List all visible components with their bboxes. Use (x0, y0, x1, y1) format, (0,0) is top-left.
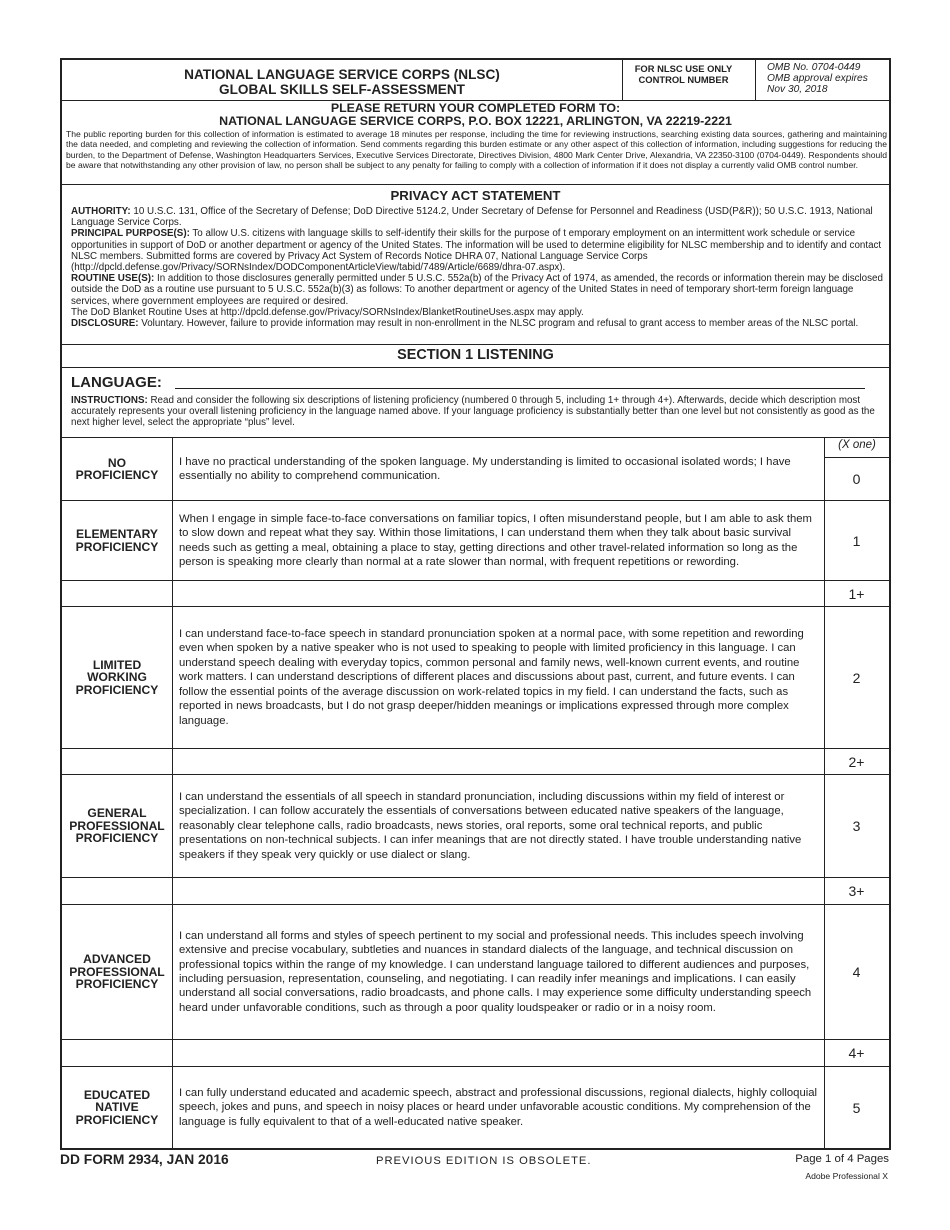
disclosure-paragraph (71, 318, 886, 329)
level-name-2: LIMITED WORKING PROFICIENCY (75, 657, 159, 697)
instructions (71, 395, 886, 429)
level-checkbox-2-plus[interactable]: 2+ (848, 753, 865, 770)
control-number-label: CONTROL NUMBER (638, 74, 729, 85)
omb-expires-label: OMB approval expires (767, 73, 868, 84)
page-number: Page 1 of 4 Pages (795, 1153, 889, 1165)
burden-statement: The public reporting burden for this collection of information is estimated to average 18 minutes per response, including the time for reviewing instructions, searching existing data sources, gathering and maintaining the data needed, and completing and reviewing the collection of information. Send comments regarding this burden estimate or any other aspect of this collection of information, including suggestions for reducing the burden, to the Department of Defense, Washington Headquarters Services, Executive Services Directorate, Directives Division, 4800 Mark Center Drive, Alexandria, VA 22350-3100 (0704-0449). Respondents should be aware that notwithstanding any other provision of law, no person shall be subject to any penalty for failing to comply with a collection of information if it does not display a currently valid OMB control number. (66, 129, 887, 171)
language-input[interactable] (175, 372, 865, 389)
return-heading: PLEASE RETURN YOUR COMPLETED FORM TO: (330, 101, 621, 115)
routine-use-label: ROUTINE USE(S): (71, 273, 155, 285)
level-checkbox-4[interactable]: 4 (852, 964, 861, 980)
authority-paragraph (71, 206, 886, 228)
nlsc-use-only-box (622, 63, 745, 85)
level-checkbox-1[interactable]: 1 (852, 532, 861, 549)
level-desc-0: I have no practical understanding of the spoken language. My understanding is limited to occasional isolated words; I have essentially no ability to comprehend communication. (179, 455, 791, 482)
level-checkbox-2[interactable]: 2 (852, 669, 861, 686)
x-one-label: (X one) (838, 439, 876, 451)
form-title-line1: NATIONAL LANGUAGE SERVICE CORPS (NLSC) (184, 67, 500, 82)
level-name-4: ADVANCED PROFESSIONAL PROFICIENCY (69, 952, 165, 992)
level-name-3: GENERAL PROFESSIONAL PROFICIENCY (69, 806, 165, 846)
instructions-label: INSTRUCTIONS: (71, 395, 148, 406)
omb-expires-date: Nov 30, 2018 (767, 84, 828, 95)
level-desc-5: I can fully understand educated and academic speech, abstract and professional discussions, regional dialects, highly colloquial speech, jokes and puns, and speech in noisy places or heard under unfavorable acoustic conditions. My comprehension of the language is fully equivalent to that of a well-educated native speaker. (179, 1086, 818, 1128)
level-checkbox-3-plus[interactable]: 3+ (848, 883, 865, 899)
form-page (60, 58, 891, 1150)
routine-use-text: In addition to those disclosures generally permitted under 5 U.S.C. 552a(b) of the Privacy Act of 1974, as amended, the records or information therein may be disclosed outside the DoD as a routine use pursuant to 5 U.S.C. 552a(b)(3) as follows: To another department or agency of the United States in need of temporary short-term foreign language services, where government employees are required or desired. (71, 273, 883, 307)
language-label: LANGUAGE: (71, 374, 162, 391)
level-checkbox-1-plus[interactable]: 1+ (848, 585, 865, 602)
level-desc-3: I can understand the essentials of all speech in standard pronunciation, including discussions within my field of interest or specialization. I can follow accurately the essentials of conversations between educated native speakers of the language, reasonably clear telephone calls, radio broadcasts, news stories, oral reports, some oral technical reports, and public presentations on non-technical subjects. I can infer meanings that are not directly stated. I have trouble understanding native speakers if they speak very quickly or use dialect or slang. (179, 790, 802, 861)
purpose-paragraph (71, 228, 886, 273)
purpose-text: To allow U.S. citizens with language skills to self-identify their skills for the purpose of t emporary employment on an intermittent work schedule or service opportunities in support of DoD or another department or agency of the United States. The information will be used to determine eligibility for NLSC membership and to identify and contact NLSC members. Submitted forms are covered by Privacy Act System of Records Notice DHRA 07, National Language Service Corps (http://dpcld.defense.gov/Privacy/SORNsIndex/DODComponentArticleView/tabid/7489/Article/6689/dhra-07.aspx). (71, 228, 882, 274)
level-desc-4: I can understand all forms and styles of speech pertinent to my social and professional needs. This includes speech involving extensive and precise vocabulary, subtleties and nuances in standard dialects of the language, and technical discussion on professional topics within the range of my knowledge. I can understand language tailored to different audiences and purposes, including persuasion, representation, counseling, and negotiating. I can readily infer meanings and implications. I can easily understand all social conversations, radio broadcasts, and phone calls. I may experience some difficulty understanding speech heard under unfavorable conditions, such as through a poor quality loudspeaker or radio or in a noisy room. (179, 929, 812, 1014)
obsolete-notice: PREVIOUS EDITION IS OBSOLETE. (376, 1155, 592, 1167)
omb-info (767, 62, 889, 95)
routine-use-paragraph (71, 273, 886, 307)
level-name-0: NO PROFICIENCY (75, 455, 159, 482)
instructions-text: Read and consider the following six descriptions of listening proficiency (numbered 0 through 5, including 1+ through 4+). Afterwards, decide which description most accurately represents your overall listening proficiency in the language named above. If your language proficiency is substantially better than one level but not consistently as good as the next higher level, select the appropriate “plus” level. (71, 395, 875, 429)
level-desc-1: When I engage in simple face-to-face conversations on familiar topics, I often misunderstand people, but I am able to ask them to slow down and repeat what they say. Within those limitations, I can understand them when they talk about basic survival needs such as getting a meal, obtaining a place to stay, getting directions and other travel-related information so long as the person is speaking more clearly than normal at a rate slower than normal, with frequent repetitions or rewording. (179, 512, 812, 568)
level-checkbox-4-plus[interactable]: 4+ (848, 1045, 865, 1061)
privacy-statement (71, 206, 886, 329)
form-title (62, 67, 622, 97)
level-name-1: ELEMENTARY PROFICIENCY (75, 527, 159, 554)
level-name-5: EDUCATED NATIVE PROFICIENCY (75, 1087, 159, 1127)
form-id: DD FORM 2934, JAN 2016 (60, 1152, 229, 1167)
level-checkbox-5[interactable]: 5 (852, 1099, 861, 1116)
disclosure-label: DISCLOSURE: (71, 318, 139, 330)
purpose-label: PRINCIPAL PURPOSE(S): (71, 228, 190, 240)
form-title-line2: GLOBAL SKILLS SELF-ASSESSMENT (219, 82, 465, 97)
disclosure-text: Voluntary. However, failure to provide information may result in non-enrollment in the NLSC program and refusal to grant access to member areas of the NLSC portal. (138, 318, 859, 330)
level-checkbox-3[interactable]: 3 (852, 818, 861, 834)
authority-text: 10 U.S.C. 131, Office of the Secretary of Defense; DoD Directive 5124.2, Under Secretary of Defense for Personnel and Readiness (USD(P&R)); 50 U.S.C. 1913, National Language Service Corps. (71, 206, 873, 229)
return-address (62, 102, 889, 128)
section1-title: SECTION 1 LISTENING (397, 347, 554, 363)
level-checkbox-0[interactable]: 0 (852, 471, 861, 487)
level-desc-2: I can understand face-to-face speech in standard pronunciation spoken at a normal pace, with some repetition and rewording even when spoken by a native speaker who is not used to speaking to people with limited proficiency in this language. I can understand speech dealing with everyday topics, common personal and family news, well-known current events, and routine work matters. I can understand descriptions of different places and discussions about past, current, and future events. I can follow the essential points of the average discussion on work-related topics in my field. I can understand the facts, such as reported in news broadcasts, but I do not grasp deeper/hidden meanings or implications expressed through more complex language. (179, 628, 804, 727)
omb-number: OMB No. 0704-0449 (767, 62, 861, 73)
blanket-routine-uses: The DoD Blanket Routine Uses at http://dpcld.defense.gov/Privacy/SORNsIndex/BlanketRoutineUses.aspx may apply. (71, 306, 584, 318)
nlsc-use-only-label: FOR NLSC USE ONLY (634, 63, 733, 74)
authority-label: AUTHORITY: (71, 206, 131, 217)
privacy-title: PRIVACY ACT STATEMENT (390, 188, 561, 203)
return-address-line: NATIONAL LANGUAGE SERVICE CORPS, P.O. BOX 12221, ARLINGTON, VA 22219-2221 (219, 114, 732, 129)
software-label: Adobe Professional X (805, 1171, 888, 1181)
